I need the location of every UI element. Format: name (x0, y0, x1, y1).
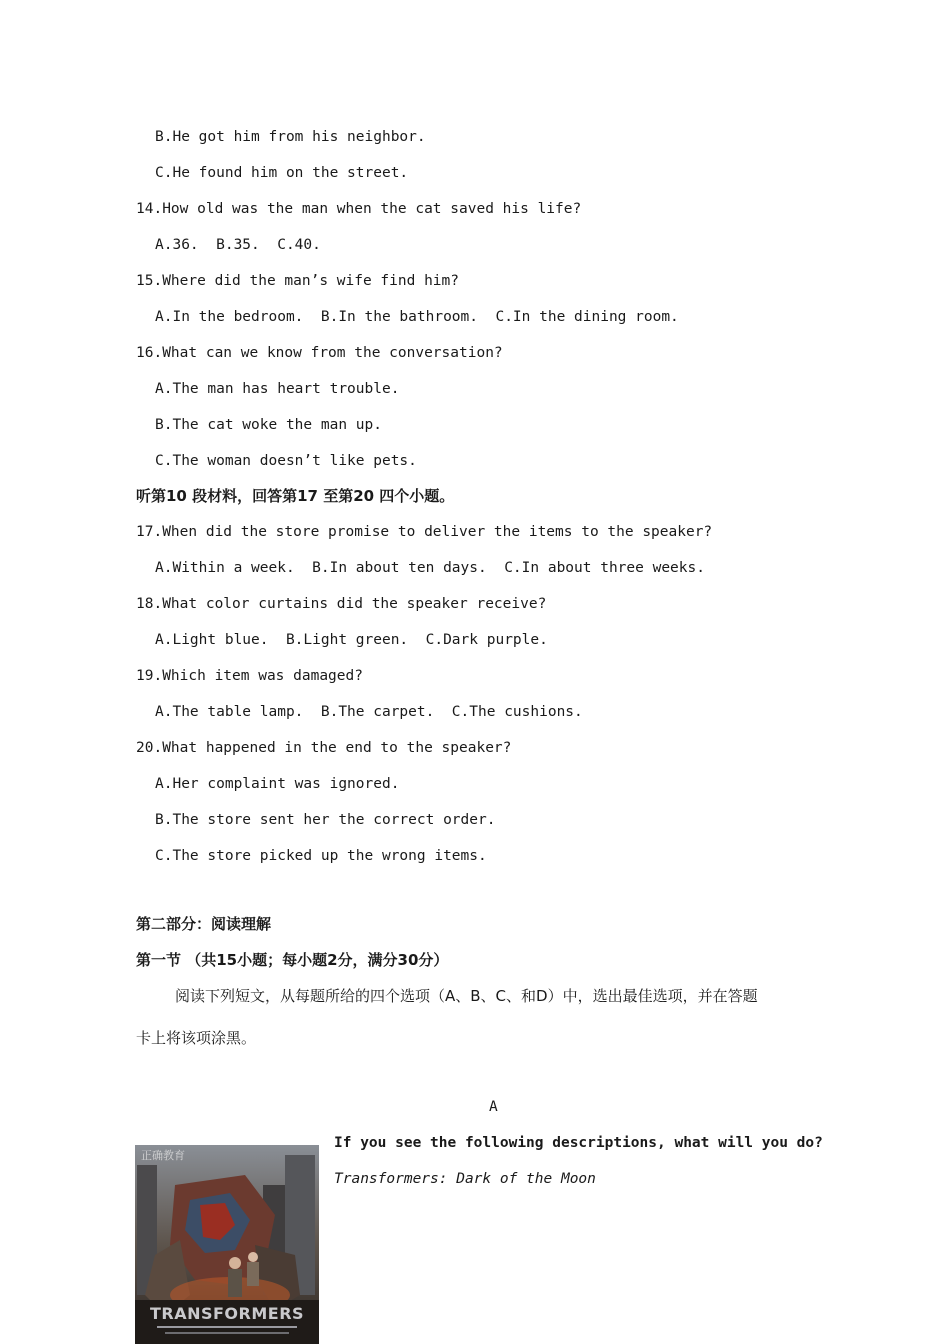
movie-poster-image (135, 1145, 319, 1344)
q16-option-b: B.The cat woke the man up. (155, 417, 382, 433)
poster-logo-text: TRANSFORMERS (149, 1304, 305, 1323)
q20-question: 20.What happened in the end to the speaker? (136, 740, 512, 756)
passage-label: A (489, 1099, 498, 1115)
reading-instruction-line-2: 卡上将该项涂黑。 (136, 1029, 257, 1047)
q15-options: A.In the bedroom. B.In the bathroom. C.In the dining room. (155, 309, 679, 325)
q18-options: A.Light blue. B.Light green. C.Dark purple. (155, 632, 548, 648)
q15-question: 15.Where did the man’s wife find him? (136, 273, 460, 289)
q19-question: 19.Which item was damaged? (136, 668, 363, 684)
q20-option-c: C.The store picked up the wrong items. (155, 848, 487, 864)
q14-question: 14.How old was the man when the cat saved his life? (136, 201, 582, 217)
passage-intro: If you see the following descriptions, what will you do? (334, 1135, 823, 1151)
q20-option-b: B.The store sent her the correct order. (155, 812, 496, 828)
reading-instruction-line-1: 阅读下列短文，从每题所给的四个选项（A、B、C、和D）中，选出最佳选项，并在答题 (175, 987, 758, 1005)
q16-question: 16.What can we know from the conversation? (136, 345, 503, 361)
q18-question: 18.What color curtains did the speaker receive? (136, 596, 547, 612)
poster-watermark: 正确教育 (141, 1149, 185, 1162)
reading-section-title: 第一节 （共15小题；每小题2分，满分30分） (136, 951, 449, 969)
q16-option-a: A.The man has heart trouble. (155, 381, 400, 397)
q19-options: A.The table lamp. B.The carpet. C.The cushions. (155, 704, 583, 720)
movie-title: Transformers: Dark of the Moon (334, 1171, 596, 1187)
q13-option-b: B.He got him from his neighbor. (155, 129, 426, 145)
q17-question: 17.When did the store promise to deliver the items to the speaker? (136, 524, 713, 540)
q20-option-a: A.Her complaint was ignored. (155, 776, 400, 792)
q17-options: A.Within a week. B.In about ten days. C.In about three weeks. (155, 560, 705, 576)
q16-option-c: C.The woman doesn’t like pets. (155, 453, 417, 469)
section-10-heading: 听第10 段材料，回答第17 至第20 四个小题。 (136, 487, 455, 505)
reading-part-title: 第二部分：阅读理解 (136, 915, 272, 933)
q14-options: A.36. B.35. C.40. (155, 237, 321, 253)
q13-option-c: C.He found him on the street. (155, 165, 409, 181)
